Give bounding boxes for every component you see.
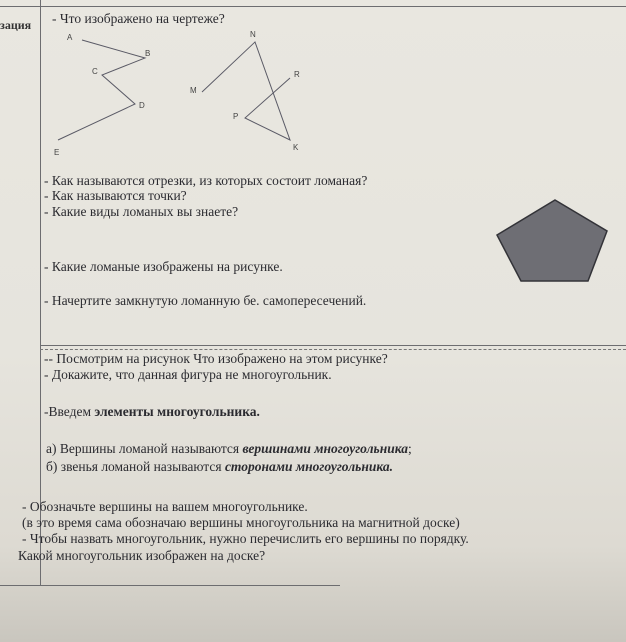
question-segments: - Как называются отрезки, из которых состоит ломаная? [44,173,368,188]
question-kinds: - Какие виды ломаных вы знаете? [44,204,239,219]
question-drawing: - Что изображено на чертеже? [52,11,225,26]
cut-column-label: зация [0,18,32,32]
note-teacher-board: (в это время сама обозначаю вершины многоугольника на магнитной доске) [22,515,460,530]
label-c: C [92,67,98,76]
question-points: - Как называются точки? [44,188,187,203]
question-which-polylines: - Какие ломаные изображены на рисунке. [44,259,283,274]
label-a: A [67,33,73,42]
definition-vertices: а) Вершины ломаной называются вершинами многоугольника; [46,441,412,456]
note-naming-order: - Чтобы назвать многоугольник, нужно перечислить его вершины по порядку. [22,531,469,546]
label-d: D [139,101,145,110]
bottom-border [0,585,340,586]
task-prove-not-polygon: - Докажите, что данная фигура не многоугольник. [44,367,332,382]
polyline-abcde [58,40,145,140]
label-p: P [233,112,239,121]
task-label-vertices: - Обозначьте вершины на вашем многоугольнике. [22,499,308,514]
question-look-picture: -- Посмотрим на рисунок Что изображено на этом рисунке? [44,351,388,366]
section-divider-dashed [40,349,626,350]
pentagon-shape [497,200,607,281]
label-e: E [54,148,60,157]
label-b: B [145,49,151,58]
self-intersecting-polyline-figure [190,30,300,152]
definition-sides: б) звенья ломаной называются сторонами многоугольника. [46,459,393,474]
polyline-mnkpr [202,42,290,140]
label-n: N [250,30,256,39]
task-draw-closed: - Начертите замкнутую ломанную бе. самопересечений. [44,293,367,308]
section-divider [40,345,626,346]
intro-elements: -Введем элементы многоугольника. [44,404,260,419]
label-r: R [294,70,300,79]
label-k: K [293,143,299,152]
label-m: M [190,86,197,95]
question-which-polygon: Какой многоугольник изображен на доске? [18,548,266,563]
open-polyline-figure [54,33,150,157]
